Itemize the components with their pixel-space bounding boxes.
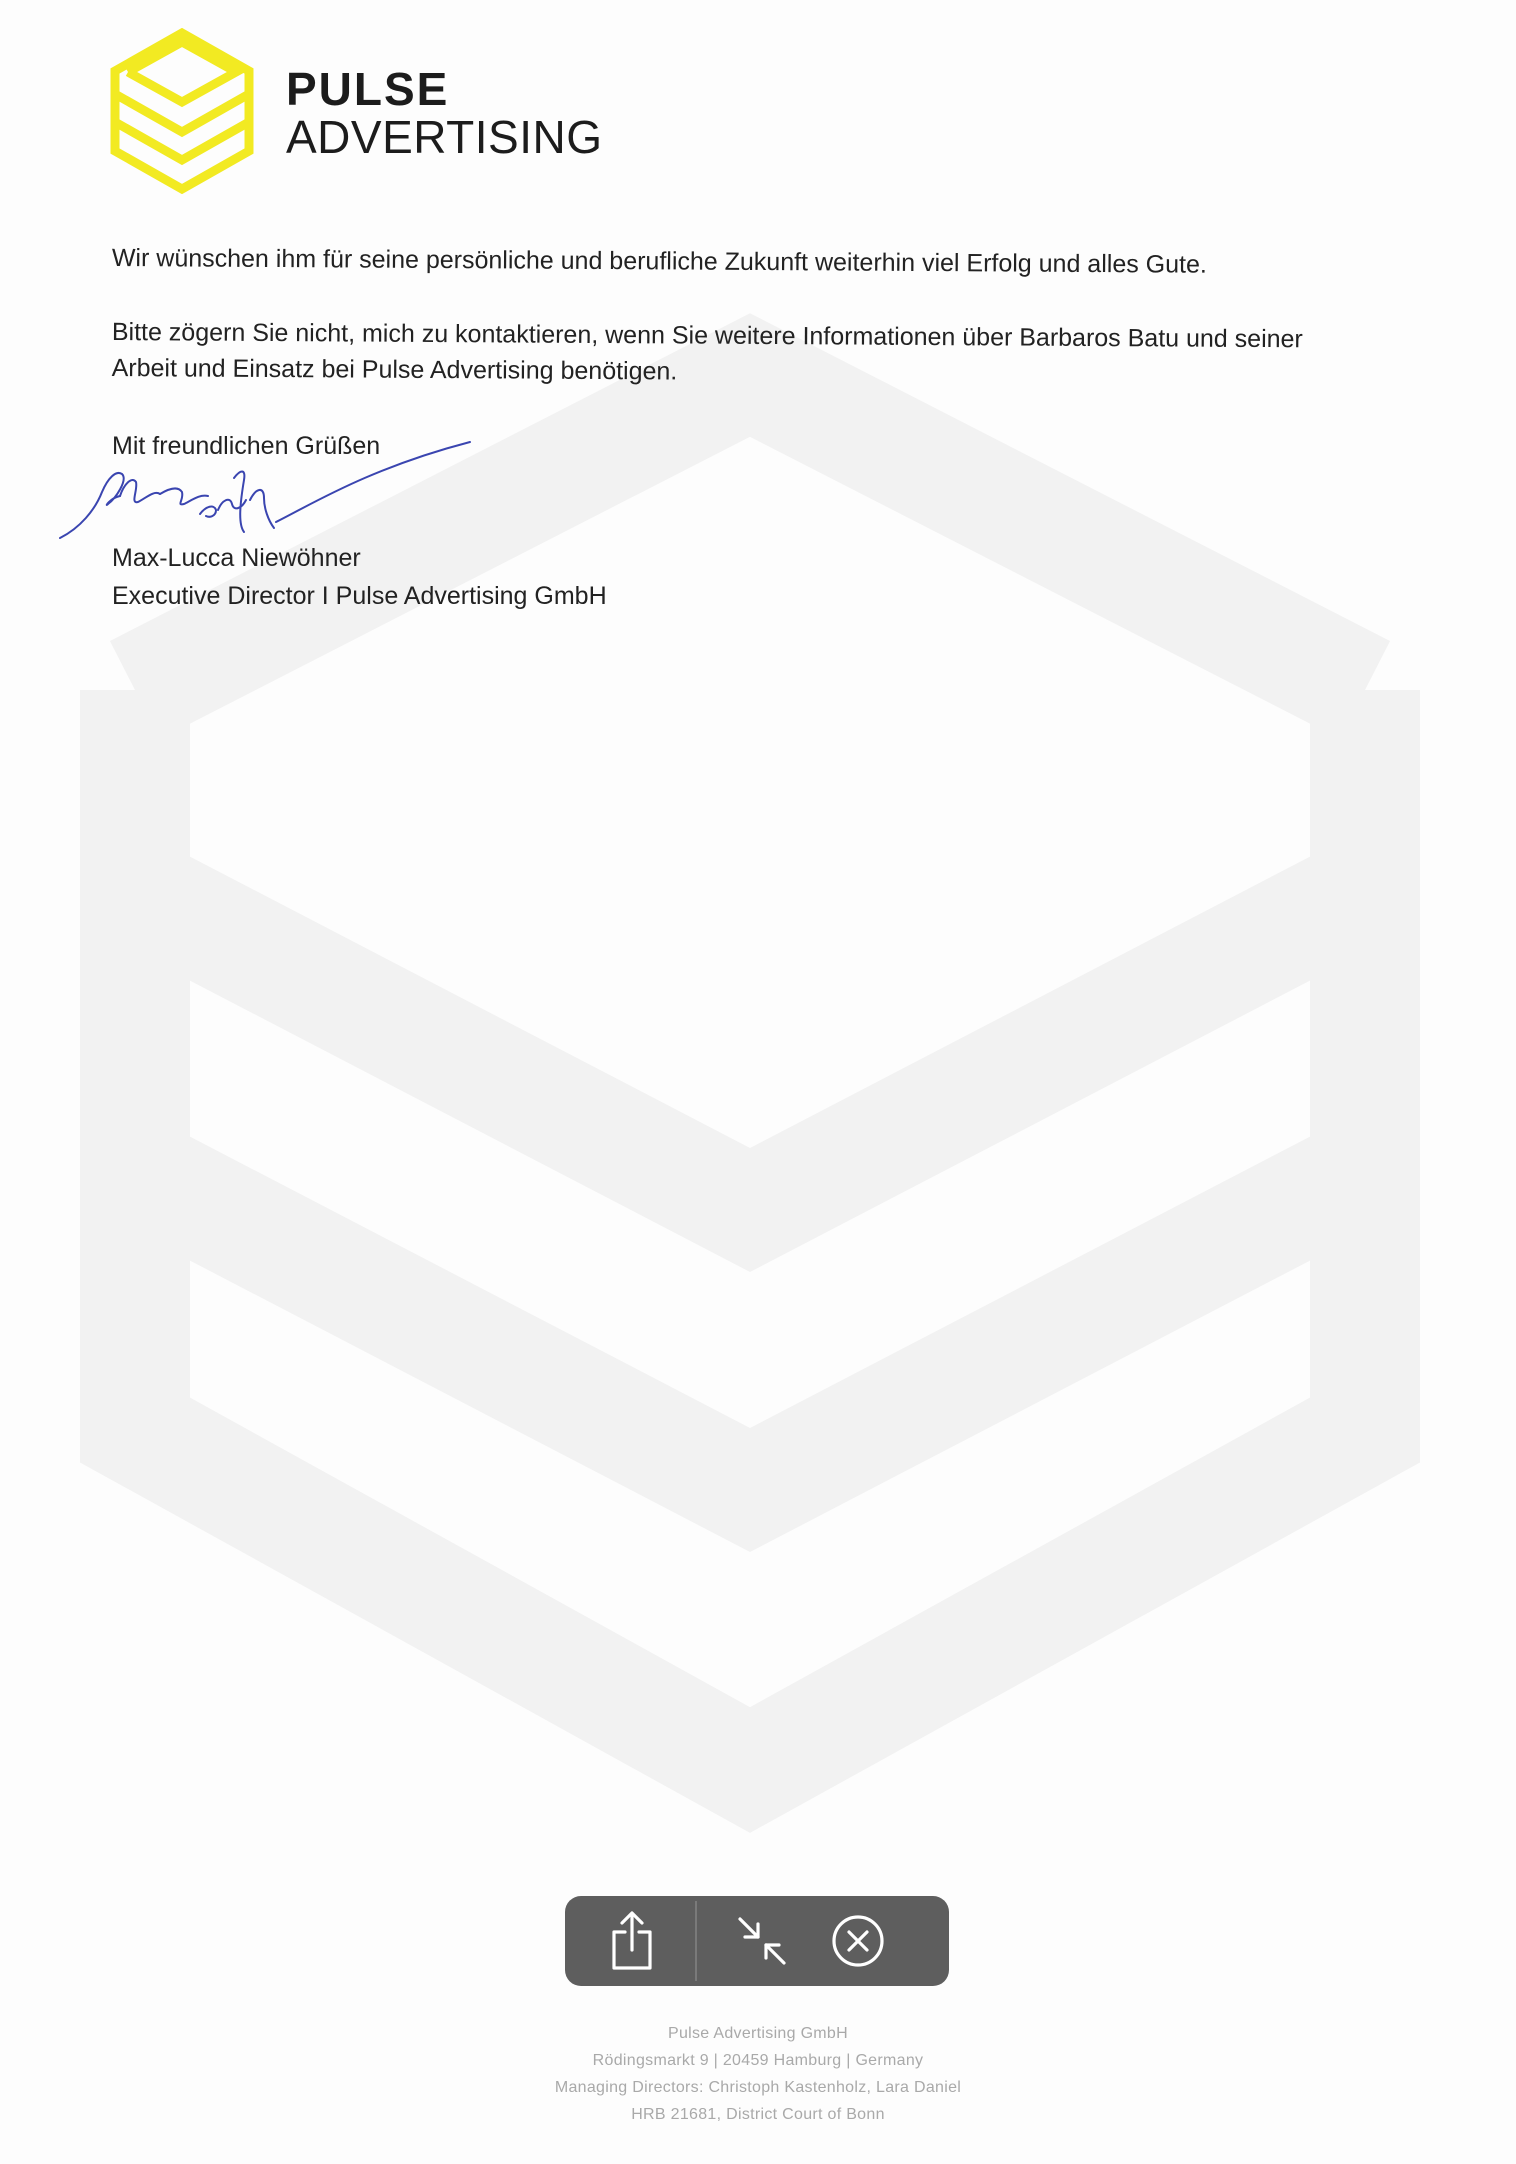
footer-company: Pulse Advertising GmbH	[667, 2025, 848, 2042]
contact-paragraph	[112, 314, 1392, 394]
company-logo-text	[286, 63, 603, 163]
logo-wordmark-advertising: ADVERTISING	[286, 111, 603, 163]
footer-directors: Managing Directors: Christoph Kastenholz, Lara Daniel	[554, 2079, 962, 2096]
close-circle-icon	[829, 1912, 887, 1970]
exit-fullscreen-button[interactable]	[719, 1906, 805, 1976]
close-button[interactable]	[815, 1906, 901, 1976]
preview-toolbar	[565, 1896, 949, 1986]
signer-title: Executive Director I Pulse Advertising GmbH	[112, 582, 607, 610]
contact-paragraph-line-1: Bitte zögern Sie nicht, mich zu kontaktieren, wenn Sie weitere Informationen über Barbaros Batu und seiner	[111, 317, 1303, 354]
footer-address: Rödingsmarkt 9 | 20459 Hamburg | Germany	[592, 2052, 924, 2069]
footer-registry: HRB 21681, District Court of Bonn	[631, 2106, 885, 2123]
closing-paragraph: Wir wünschen ihm für seine persönliche und berufliche Zukunft weiterhin viel Erfolg und alles Gute.	[111, 243, 1207, 279]
shrink-icon	[734, 1913, 790, 1969]
logo-wordmark-pulse: PULSE	[286, 63, 450, 115]
share-button[interactable]	[589, 1906, 675, 1976]
toolbar-divider	[695, 1901, 697, 1981]
pulse-logo-mark	[110, 28, 254, 194]
signer-name: Max-Lucca Niewöhner	[112, 544, 361, 572]
share-icon	[606, 1910, 658, 1972]
greeting: Mit freundlichen Grüßen	[112, 432, 381, 460]
letterhead-footer	[0, 2020, 1516, 2128]
contact-paragraph-line-2: Arbeit und Einsatz bei Pulse Advertising benötigen.	[111, 353, 678, 386]
